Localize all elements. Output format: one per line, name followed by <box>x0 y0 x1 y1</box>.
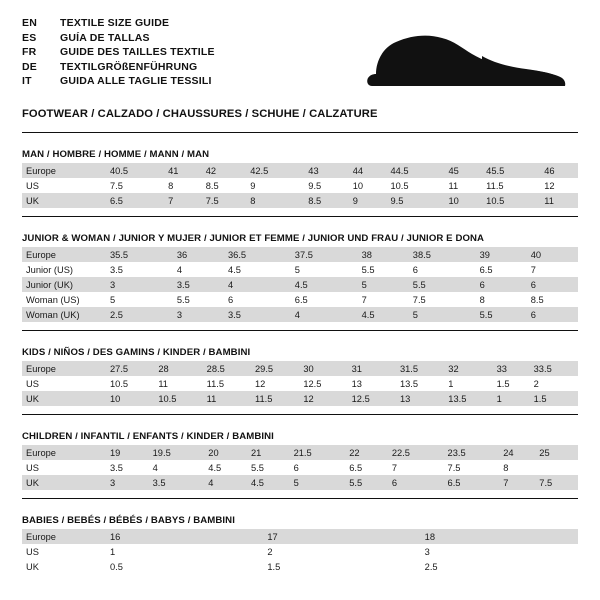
cell: 8 <box>476 292 527 307</box>
table-row <box>22 361 578 376</box>
cell: 7 <box>388 460 444 475</box>
cell: 28.5 <box>203 361 251 376</box>
cell: 10.5 <box>482 193 540 208</box>
cell: 6 <box>409 262 476 277</box>
language-code-es: ES <box>22 31 37 44</box>
section-title-babies: BABIES / BEBÉS / BÉBÉS / BABYS / BAMBINI <box>22 515 235 526</box>
language-text-es: GUÍA DE TALLAS <box>60 31 150 44</box>
cell: 8 <box>499 460 535 475</box>
cell: 36.5 <box>224 247 291 262</box>
cell: 7 <box>499 475 535 490</box>
language-text-it: GUIDA ALLE TAGLIE TESSILI <box>60 75 212 87</box>
cell: 45.5 <box>482 163 540 178</box>
cell: 4 <box>224 277 291 292</box>
cell: 4.5 <box>247 475 290 490</box>
cell: 11 <box>445 178 483 193</box>
cell: 10.5 <box>154 391 202 406</box>
cell: 11 <box>154 376 202 391</box>
cell: 5 <box>290 475 346 490</box>
cell: 3.5 <box>106 262 173 277</box>
language-code-it: IT <box>22 75 32 87</box>
row-label: UK <box>22 475 106 490</box>
table-row <box>22 193 578 208</box>
cell: 12.5 <box>299 376 347 391</box>
size-table-junior-woman <box>22 247 578 322</box>
cell: 7.5 <box>409 292 476 307</box>
section-kids <box>22 347 578 406</box>
cell: 5.5 <box>247 460 290 475</box>
cell: 35.5 <box>106 247 173 262</box>
row-label: Woman (UK) <box>22 307 106 322</box>
cell: 11.5 <box>203 376 251 391</box>
cell: 20 <box>204 445 247 460</box>
cell: 8.5 <box>527 292 578 307</box>
page-title: FOOTWEAR / CALZADO / CHAUSSURES / SCHUHE / CALZATURE <box>22 108 378 120</box>
size-table-kids <box>22 361 578 406</box>
cell: 7 <box>358 292 409 307</box>
cell: 22.5 <box>388 445 444 460</box>
document-header <box>22 16 578 94</box>
cell: 3.5 <box>173 277 224 292</box>
cell: 28 <box>154 361 202 376</box>
language-text-en: TEXTILE SIZE GUIDE <box>60 17 170 29</box>
cell: 2.5 <box>106 307 173 322</box>
cell: 29.5 <box>251 361 299 376</box>
cell: 1.5 <box>493 376 530 391</box>
cell: 6.5 <box>444 475 500 490</box>
cell: 7.5 <box>106 178 164 193</box>
cell: 42 <box>202 163 246 178</box>
size-table-man <box>22 163 578 208</box>
cell: 9 <box>349 193 387 208</box>
section-junior-woman <box>22 233 578 322</box>
cell: 4 <box>204 475 247 490</box>
cell: 6.5 <box>476 262 527 277</box>
table-row <box>22 475 578 490</box>
row-label: Europe <box>22 361 106 376</box>
cell: 1.5 <box>263 559 420 574</box>
row-label: Europe <box>22 163 106 178</box>
table-row <box>22 445 578 460</box>
cell: 10.5 <box>106 376 154 391</box>
cell: 7.5 <box>535 475 578 490</box>
cell: 6.5 <box>345 460 388 475</box>
cell: 21.5 <box>290 445 346 460</box>
divider-junior-woman <box>22 330 578 331</box>
cell: 12 <box>299 391 347 406</box>
row-label: UK <box>22 391 106 406</box>
row-label: Europe <box>22 247 106 262</box>
cell: 11.5 <box>482 178 540 193</box>
cell: 23.5 <box>444 445 500 460</box>
cell: 3.5 <box>224 307 291 322</box>
cell: 11.5 <box>251 391 299 406</box>
row-label: UK <box>22 559 106 574</box>
cell: 6 <box>527 307 578 322</box>
cell: 2 <box>263 544 420 559</box>
cell: 6 <box>476 277 527 292</box>
cell: 4.5 <box>358 307 409 322</box>
divider-children <box>22 498 578 499</box>
language-row-fr <box>22 45 215 60</box>
cell: 18 <box>421 529 578 544</box>
cell: 19 <box>106 445 149 460</box>
cell: 3.5 <box>106 460 149 475</box>
cell: 6 <box>527 277 578 292</box>
cell: 6 <box>388 475 444 490</box>
divider-man <box>22 216 578 217</box>
language-row-en <box>22 16 215 31</box>
cell: 5 <box>291 262 358 277</box>
language-code-fr: FR <box>22 46 37 58</box>
cell: 1 <box>106 544 263 559</box>
cell: 8.5 <box>202 178 246 193</box>
row-label: Woman (US) <box>22 292 106 307</box>
cell: 13.5 <box>396 376 444 391</box>
cell: 9.5 <box>386 193 444 208</box>
cell: 10.5 <box>386 178 444 193</box>
cell: 31 <box>348 361 396 376</box>
table-row <box>22 391 578 406</box>
cell: 10 <box>106 391 154 406</box>
cell: 41 <box>164 163 202 178</box>
cell: 4 <box>149 460 205 475</box>
cell: 44.5 <box>386 163 444 178</box>
cell: 10 <box>445 193 483 208</box>
language-text-fr: GUIDE DES TAILLES TEXTILE <box>60 46 215 58</box>
section-babies <box>22 515 578 574</box>
dress-shoe-icon <box>362 22 572 94</box>
cell: 1.5 <box>530 391 578 406</box>
language-row-de <box>22 60 215 75</box>
cell: 31.5 <box>396 361 444 376</box>
language-code-de: DE <box>22 60 37 73</box>
row-label: US <box>22 460 106 475</box>
section-title-children: CHILDREN / INFANTIL / ENFANTS / KINDER / BAMBINI <box>22 431 274 442</box>
row-label: US <box>22 178 106 193</box>
cell: 7 <box>164 193 202 208</box>
cell: 2.5 <box>421 559 578 574</box>
table-row <box>22 292 578 307</box>
cell: 1 <box>444 376 492 391</box>
size-table-man-body <box>22 163 578 208</box>
cell: 36 <box>173 247 224 262</box>
cell: 45 <box>445 163 483 178</box>
cell: 33 <box>493 361 530 376</box>
cell: 3.5 <box>149 475 205 490</box>
row-label: Junior (US) <box>22 262 106 277</box>
cell: 10 <box>349 178 387 193</box>
language-row-it <box>22 74 215 89</box>
table-row <box>22 376 578 391</box>
table-row <box>22 178 578 193</box>
cell: 6.5 <box>291 292 358 307</box>
cell: 44 <box>349 163 387 178</box>
section-man <box>22 149 578 208</box>
cell: 3 <box>106 277 173 292</box>
cell: 4 <box>173 262 224 277</box>
cell: 43 <box>304 163 348 178</box>
cell: 5.5 <box>173 292 224 307</box>
divider-kids <box>22 414 578 415</box>
cell <box>535 460 578 475</box>
table-row <box>22 277 578 292</box>
cell: 38 <box>358 247 409 262</box>
size-table-babies-body <box>22 529 578 574</box>
language-title-body <box>22 16 215 89</box>
cell: 30 <box>299 361 347 376</box>
cell: 4.5 <box>224 262 291 277</box>
cell: 12 <box>251 376 299 391</box>
cell: 5.5 <box>345 475 388 490</box>
cell: 17 <box>263 529 420 544</box>
table-row <box>22 247 578 262</box>
cell: 11 <box>203 391 251 406</box>
cell: 32 <box>444 361 492 376</box>
cell: 5 <box>106 292 173 307</box>
cell: 33.5 <box>530 361 578 376</box>
cell: 7.5 <box>444 460 500 475</box>
cell: 7 <box>527 262 578 277</box>
row-label: UK <box>22 193 106 208</box>
cell: 0.5 <box>106 559 263 574</box>
cell: 2 <box>530 376 578 391</box>
table-row <box>22 559 578 574</box>
cell: 5.5 <box>476 307 527 322</box>
section-title-man: MAN / HOMBRE / HOMME / MANN / MAN <box>22 149 210 160</box>
cell: 37.5 <box>291 247 358 262</box>
cell: 19.5 <box>149 445 205 460</box>
table-row <box>22 529 578 544</box>
cell: 6 <box>224 292 291 307</box>
cell: 12 <box>540 178 578 193</box>
cell: 8.5 <box>304 193 348 208</box>
cell: 3 <box>173 307 224 322</box>
cell: 25 <box>535 445 578 460</box>
cell: 27.5 <box>106 361 154 376</box>
cell: 12.5 <box>348 391 396 406</box>
cell: 3 <box>421 544 578 559</box>
cell: 3 <box>106 475 149 490</box>
cell: 9.5 <box>304 178 348 193</box>
cell: 1 <box>493 391 530 406</box>
table-row <box>22 460 578 475</box>
row-label: US <box>22 376 106 391</box>
cell: 5.5 <box>358 262 409 277</box>
language-code-en: EN <box>22 17 37 29</box>
table-row <box>22 262 578 277</box>
cell: 40.5 <box>106 163 164 178</box>
section-children <box>22 431 578 490</box>
cell: 8 <box>246 193 304 208</box>
row-label: Europe <box>22 529 106 544</box>
cell: 5 <box>358 277 409 292</box>
cell: 42.5 <box>246 163 304 178</box>
table-row <box>22 163 578 178</box>
cell: 13 <box>348 376 396 391</box>
cell: 24 <box>499 445 535 460</box>
cell: 39 <box>476 247 527 262</box>
divider-top <box>22 132 578 133</box>
cell: 4.5 <box>291 277 358 292</box>
language-row-es <box>22 31 215 46</box>
cell: 11 <box>540 193 578 208</box>
cell: 7.5 <box>202 193 246 208</box>
cell: 46 <box>540 163 578 178</box>
table-row <box>22 307 578 322</box>
cell: 6.5 <box>106 193 164 208</box>
section-title-junior-woman: JUNIOR & WOMAN / JUNIOR Y MUJER / JUNIOR ET FEMME / JUNIOR UND FRAU / JUNIOR E DONA <box>22 233 485 244</box>
size-table-children <box>22 445 578 490</box>
cell: 8 <box>164 178 202 193</box>
language-text-de: TEXTILGRÖßENFÜHRUNG <box>60 60 198 73</box>
cell: 6 <box>290 460 346 475</box>
row-label: Europe <box>22 445 106 460</box>
cell: 5 <box>409 307 476 322</box>
cell: 5.5 <box>409 277 476 292</box>
cell: 4.5 <box>204 460 247 475</box>
language-title-list <box>22 16 215 89</box>
cell: 13.5 <box>444 391 492 406</box>
section-title-kids: KIDS / NIÑOS / DES GAMINS / KINDER / BAMBINI <box>22 347 251 358</box>
size-table-kids-body <box>22 361 578 406</box>
cell: 13 <box>396 391 444 406</box>
cell: 16 <box>106 529 263 544</box>
size-table-babies <box>22 529 578 574</box>
table-row <box>22 544 578 559</box>
cell: 22 <box>345 445 388 460</box>
cell: 9 <box>246 178 304 193</box>
size-table-children-body <box>22 445 578 490</box>
cell: 21 <box>247 445 290 460</box>
size-table-junior-woman-body <box>22 247 578 322</box>
cell: 40 <box>527 247 578 262</box>
cell: 38.5 <box>409 247 476 262</box>
row-label: Junior (UK) <box>22 277 106 292</box>
cell: 4 <box>291 307 358 322</box>
row-label: US <box>22 544 106 559</box>
